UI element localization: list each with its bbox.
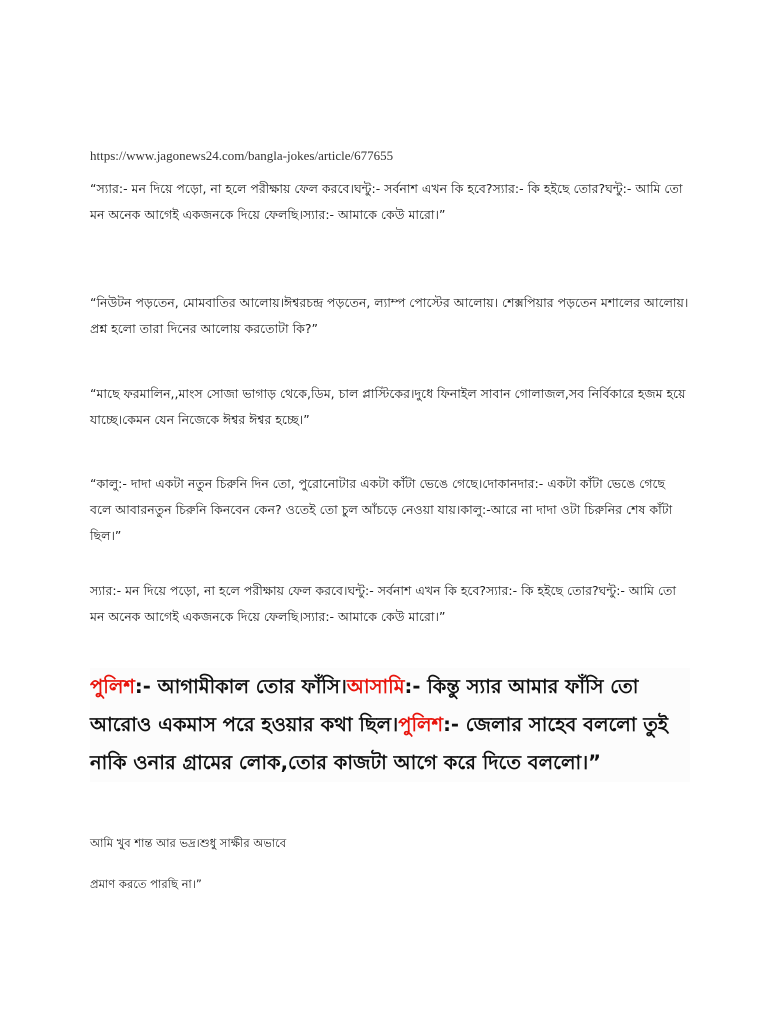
speaker-police-label: পুলিশ <box>90 675 135 698</box>
closing-line-2: প্রমাণ করতে পারছি না।” <box>90 877 202 891</box>
closing-line-1: আমি খুব শান্ত আর ভদ্র।শুধু সাক্ষীর অভাবে <box>90 836 287 850</box>
joke-paragraph-4: “কালু:- দাদা একটা নতুন চিরুনি দিন তো, পুরোনোটার একটা কাঁটা ভেঙে গেছে।দোকানদার:- একটা কাঁটা ভেঙে গেছে বলে আবারনতুন চিরুনি কিনবেন কেন? ওতেই তো চুল আঁচড়ে নেওয়া যায়।কালু:-আরে না দাদা ওটা চিরুনির শেষ কাঁটা ছিল।” <box>90 476 673 543</box>
speaker-police-label-2: পুলিশ <box>398 713 444 736</box>
source-url[interactable]: https://www.jagonews24.com/bangla-jokes/article/677655 <box>90 148 394 163</box>
joke-paragraph-1: “স্যার:- মন দিয়ে পড়ো, না হলে পরীক্ষায় ফেল করবে।ঘন্টু:- সর্বনাশ এখন কি হবে?স্যার:- কি হইছে তোর?ঘন্টু:- আমি তো মন অনেক আগেই একজনকে দিয়ে ফেলছি।স্যার:- আমাকে কেউ মারো।” <box>90 181 683 222</box>
joke-paragraph-3: “মাছে ফরমালিন,,মাংস সোজা ভাগাড় থেকে,ডিম, চাল প্লাস্টিকের।দুধে ফিনাইল সাবান গোলাজল,সব নির্বিকারে হজম হয়ে যাচ্ছে।কেমন যেন নিজেকে ঈশ্বর ঈশ্বর হচ্ছে।” <box>90 386 686 427</box>
accused-line: :- কিন্তু স্যার আমার ফাঁসি তো আরোও একমাস পরে হওয়ার কথা ছিল। <box>90 675 639 736</box>
police-line-2: :- জেলার সাহেব বললো তুই নাকি ওনার গ্রামের লোক,তোর কাজটা আগে করে দিতে বললো।” <box>90 713 669 774</box>
joke-paragraph-5: স্যার:- মন দিয়ে পড়ো, না হলে পরীক্ষায় ফেল করবে।ঘন্টু:- সর্বনাশ এখন কি হবে?স্যার:- কি হইছে তোর?ঘন্টু:- আমি তো মন অনেক আগেই একজনকে দিয়ে ফেলছি।স্যার:- আমাকে কেউ মারো।” <box>90 583 677 624</box>
joke-paragraph-2: “নিউটন পড়তেন, মোমবাতির আলোয়।ঈশ্বরচন্দ্র পড়তেন, ল্যাম্প পোস্টের আলোয়। শেক্সপিয়ার পড়তেন মশালের আলোয়।প্রশ্ন হলো তারা দিনের আলোয় করতোটা কি?” <box>90 295 689 336</box>
speaker-accused-label: আসামি <box>346 675 405 698</box>
police-line-1: :- আগামীকাল তোর ফাঁসি। <box>134 675 347 698</box>
highlighted-joke <box>90 668 690 782</box>
